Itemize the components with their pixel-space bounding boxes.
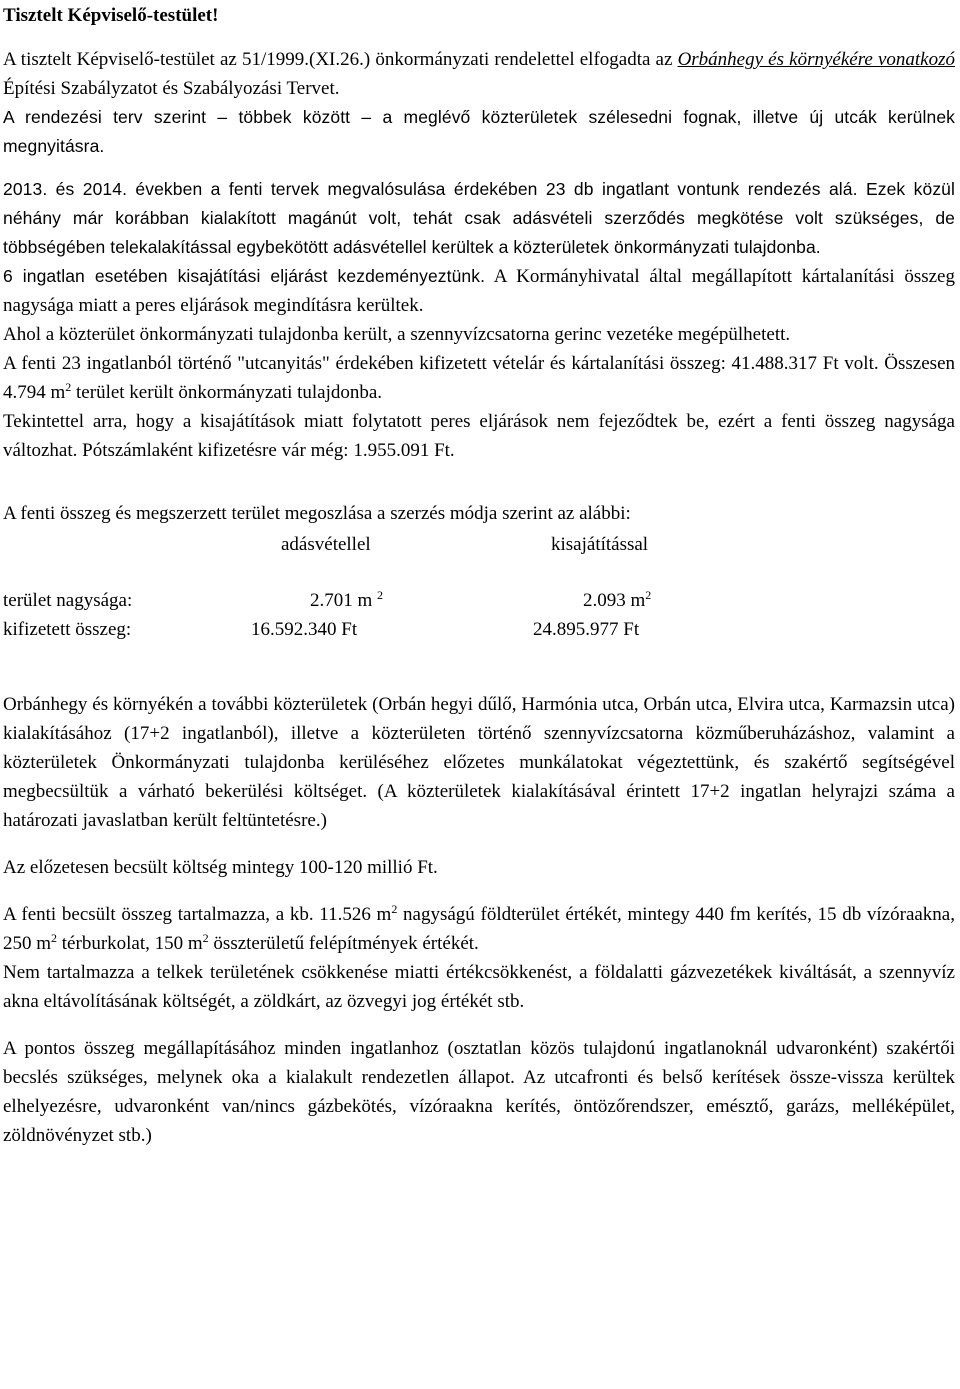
intro-underlined-text: Orbánhegy és környékére vonatkozó [677, 49, 955, 70]
table-cell-amount-expropriation: 24.895.977 Ft [533, 619, 640, 640]
includes-text: összterületű felépítmények értékét. [208, 933, 479, 954]
lawsuits-paragraph: Tekintettel arra, hogy a kisajátítások miatt folytatott peres eljárások nem fejeződtek be, ezért a fenti összeg nagysága változhat. Pótszámlaként kifizetésre vár még: 1.955.091 Ft. [3, 411, 955, 461]
plan-paragraph: A rendezési terv szerint – többek között – a meglévő közterületek szélesedni fognak, illetve új utcák kerülnek megnyitásra. [3, 107, 955, 156]
spacer [3, 642, 955, 676]
spacer [3, 161, 955, 175]
estimate-paragraph: Az előzetesen becsült költség mintegy 100-120 millió Ft. [3, 857, 438, 878]
spacer [3, 882, 955, 900]
spacer [3, 1016, 955, 1034]
spacer [3, 31, 955, 45]
table-cell-area-expropriation [583, 586, 651, 615]
table-header-expropriation: kisajátítással [551, 534, 649, 555]
spacer [3, 835, 955, 853]
table-cell-area-purchase [310, 586, 383, 615]
includes-text: térburkolat, 150 m [57, 933, 203, 954]
years-text: 2013. és 2014. években a fenti tervek megvalósulása érdekében 23 db ingatlant vontunk rendezés alá. Ezek közül néhány már korábban kialakított magánút volt, tehát csak adásvételi szerződés megkötése volt szükséges, de többségében telekalakítással egybekötött adásvétellel kerültek a közterületek önkormányzati tulajdonba. [3, 179, 955, 257]
cell-value: 2.701 m [310, 590, 378, 611]
document-page [3, 0, 955, 1150]
expropriation-text: 6 ingatlan esetében kisajátítási eljárást kezdeményeztünk. [3, 266, 486, 286]
includes-paragraph [3, 900, 955, 958]
excludes-paragraph: Nem tartalmazza a telkek területének csökkenése miatti értékcsökkenést, a földalatti gázvezetékek kiváltását, a szennyvíz akna eltávolításának költségét, a zöldkárt, az özvegyi jog értékét stb. [3, 962, 955, 1012]
years-paragraph [3, 175, 955, 262]
expropriation-text-end: A Kormányhivatal által megállapított kártalanítási összeg nagysága miatt a peres eljárások megindításra kerültek. [3, 266, 955, 316]
spacer [3, 676, 955, 690]
table-row-label-area: terület nagysága: [3, 590, 133, 611]
superscript: 2 [645, 588, 652, 602]
superscript: 2 [65, 380, 72, 394]
table-row-label-amount: kifizetett összeg: [3, 619, 132, 640]
further-paragraph: Orbánhegy és környékén a további közterületek (Orbán hegyi dűlő, Harmónia utca, Orbán utca, Elvira utca, Karmazsin utca) kialakításához (17+2 ingatlanból), illetve a közterületen történő szennyvízcsatorna közműberuházáshoz, valamint a közterületek Önkormányzati tulajdonba kerüléséhez előzetes munkálatokat végeztettünk, és szakértő segítségével megbecsültük a várható bekerülési költséget. (A közterületek kialakításával érintett 17+2 ingatlan helyrajzi száma a határozati javaslatban került feltüntetésre.) [3, 694, 955, 831]
spacer [3, 465, 955, 499]
superscript: 2 [391, 902, 398, 916]
includes-text: A fenti becsült összeg tartalmazza, a kb. 11.526 m [3, 904, 392, 925]
payment-text: A fenti 23 ingatlanból történő "utcanyitás" érdekében kifizetett vételár és kártalanítási összeg: 41.488.317 Ft volt. Összesen 4.794 m [3, 353, 955, 403]
superscript: 2 [202, 931, 209, 945]
intro-text-end: Építési Szabályzatot és Szabályozási Tervet. [3, 78, 340, 99]
cell-value: 2.093 m [583, 590, 646, 611]
page-title: Tisztelt Képviselő-testület! [3, 5, 219, 26]
distribution-table [3, 528, 955, 642]
final-paragraph: A pontos összeg megállapításához minden ingatlanhoz (osztatlan közös tulajdonú ingatlanoknál udvaronként) szakértői becslés szükséges, melynek oka a kialakult rendezetlen állapot. Az utcafronti és belső kerítések össze-vissza kerültek elhelyezésre, udvaronként van/nincs gázbekötés, vízóraakna kerítés, öntözőrendszer, emésztő, garázs, melléképület, zöldnövényzet stb.) [3, 1038, 955, 1146]
payment-paragraph [3, 349, 955, 407]
sewer-paragraph: Ahol a közterület önkormányzati tulajdonba került, a szennyvízcsatorna gerinc vezetéke megépülhetett. [3, 324, 791, 345]
includes-text: nagyságú földterület értékét, mintegy 440 fm kerítés, 15 db vízóraakna, 250 m [3, 904, 955, 954]
superscript: 2 [51, 931, 58, 945]
table-cell-amount-purchase: 16.592.340 Ft [251, 619, 358, 640]
intro-text: A tisztelt Képviselő-testület az 51/1999.(XI.26.) önkormányzati rendelettel elfogadta az [3, 49, 678, 70]
expropriation-paragraph [3, 262, 955, 320]
distribution-intro: A fenti összeg és megszerzett terület megoszlása a szerzés módja szerint az alábbi: [3, 503, 631, 524]
table-header-purchase: adásvétellel [281, 534, 371, 555]
payment-text-end: terület került önkormányzati tulajdonba. [71, 382, 383, 403]
intro-paragraph [3, 45, 955, 103]
superscript: 2 [377, 588, 384, 602]
